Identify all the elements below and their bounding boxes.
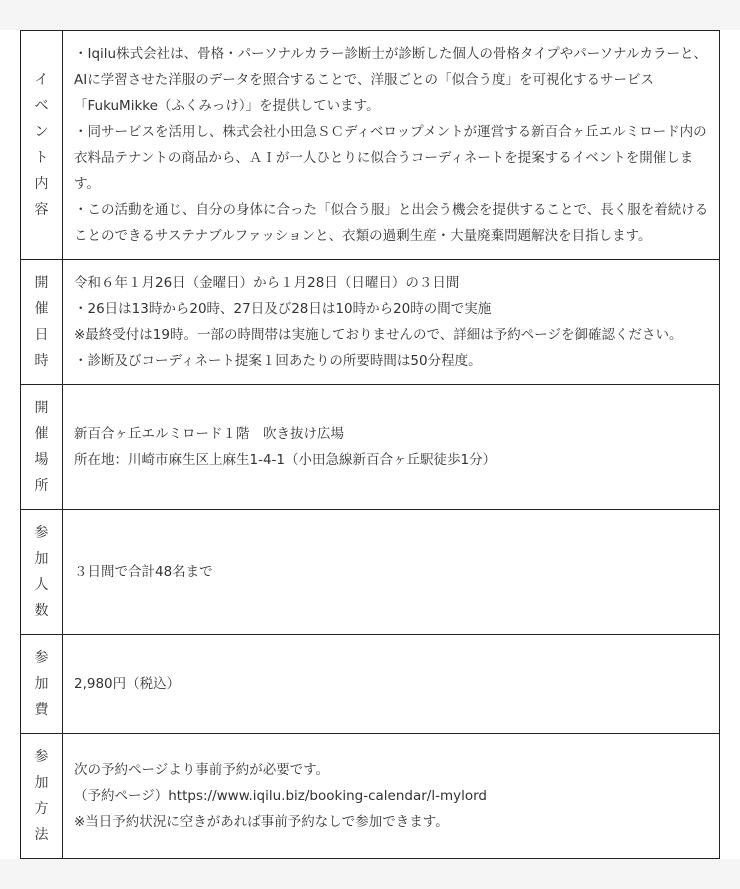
row-label-event-venue: [21, 385, 63, 510]
label-char: ベ: [34, 98, 49, 114]
content-line: ・同サービスを活用し、株式会社小田急ＳＣディベロップメントが運営する新百合ヶ丘エルミロード内の衣料品テナントの商品から、ＡＩが一人ひとりに似合うコーディネートを提案するイベントを開催します。: [74, 124, 707, 192]
label-char: 法: [34, 827, 49, 843]
label-char: ン: [34, 124, 49, 140]
label-char: 催: [34, 301, 49, 317]
label-char: 日: [34, 327, 49, 343]
label-char: 参: [34, 749, 49, 765]
label-char: 加: [34, 551, 49, 567]
row-content-how-to-join: [63, 734, 720, 859]
row-content-event-venue: [63, 385, 720, 510]
content-line: ※最終受付は19時。一部の時間帯は実施しておりませんので、詳細は予約ページを御確認ください。: [74, 327, 683, 343]
label-char: 人: [34, 577, 49, 593]
label-char: 時: [34, 353, 49, 369]
row-content-event-content: [63, 31, 720, 260]
label-char: 所: [34, 478, 49, 494]
row-content-participation-fee: [63, 635, 720, 734]
label-char: 場: [34, 452, 49, 468]
label-char: 方: [34, 801, 49, 817]
row-content-participant-count: [63, 510, 720, 635]
row-label-event-content: [21, 31, 63, 260]
content-line: 新百合ヶ丘エルミロード１階 吹き抜け広場: [74, 426, 344, 442]
row-participation-fee: [21, 635, 720, 734]
content-line: ３日間で合計48名まで: [74, 564, 213, 580]
label-char: 内: [34, 176, 49, 192]
row-how-to-join: [21, 734, 720, 859]
content-line: ※当日予約状況に空きがあれば事前予約なしで参加できます。: [74, 814, 449, 830]
label-char: ト: [34, 150, 49, 166]
content-line: ・診断及びコーディネート提案１回あたりの所要時間は50分程度。: [74, 353, 482, 369]
row-event-datetime: [21, 260, 720, 385]
row-event-content: [21, 31, 720, 260]
content-line: 所在地：川崎市麻生区上麻生1-4-1（小田急線新百合ヶ丘駅徒歩1分）: [74, 452, 497, 468]
label-char: イ: [34, 72, 49, 88]
content-line: 2,980円（税込）: [74, 676, 181, 692]
row-label-participant-count: [21, 510, 63, 635]
row-content-event-datetime: [63, 260, 720, 385]
event-info-table: [20, 30, 720, 859]
content-line: ・この活動を通じ、自分の身体に合った「似合う服」と出会う機会を提供することで、長く服を着続けることのできるサステナブルファッションと、衣類の過剰生産・大量廃棄問題解決を目指します。: [74, 202, 709, 244]
content-line: 令和６年１月26日（金曜日）から１月28日（日曜日）の３日間: [74, 275, 460, 291]
row-label-event-datetime: [21, 260, 63, 385]
label-char: 参: [34, 525, 49, 541]
label-char: 数: [34, 603, 49, 619]
label-char: 開: [34, 400, 49, 416]
content-line: ・26日は13時から20時、27日及び28日は10時から20時の間で実施: [74, 301, 492, 317]
label-char: 加: [34, 775, 49, 791]
content-line: ・Iqilu株式会社は、骨格・パーソナルカラー診断士が診断した個人の骨格タイプやパーソナルカラーと、AIに学習させた洋服のデータを照合することで、洋服ごとの「似合う度」を可視化するサービス「FukuMikke（ふくみっけ）」を提供しています。: [74, 46, 708, 114]
row-participant-count: [21, 510, 720, 635]
label-char: 加: [34, 676, 49, 692]
content-line: 次の予約ページより事前予約が必要です。: [74, 762, 330, 778]
document-sheet: [0, 30, 740, 859]
label-char: 開: [34, 275, 49, 291]
label-char: 費: [34, 702, 49, 718]
row-label-how-to-join: [21, 734, 63, 859]
content-line: （予約ページ）https://www.iqilu.biz/booking-calendar/l-mylord: [74, 788, 487, 804]
label-char: 催: [34, 426, 49, 442]
row-event-venue: [21, 385, 720, 510]
row-label-participation-fee: [21, 635, 63, 734]
label-char: 参: [34, 650, 49, 666]
label-char: 容: [34, 202, 49, 218]
